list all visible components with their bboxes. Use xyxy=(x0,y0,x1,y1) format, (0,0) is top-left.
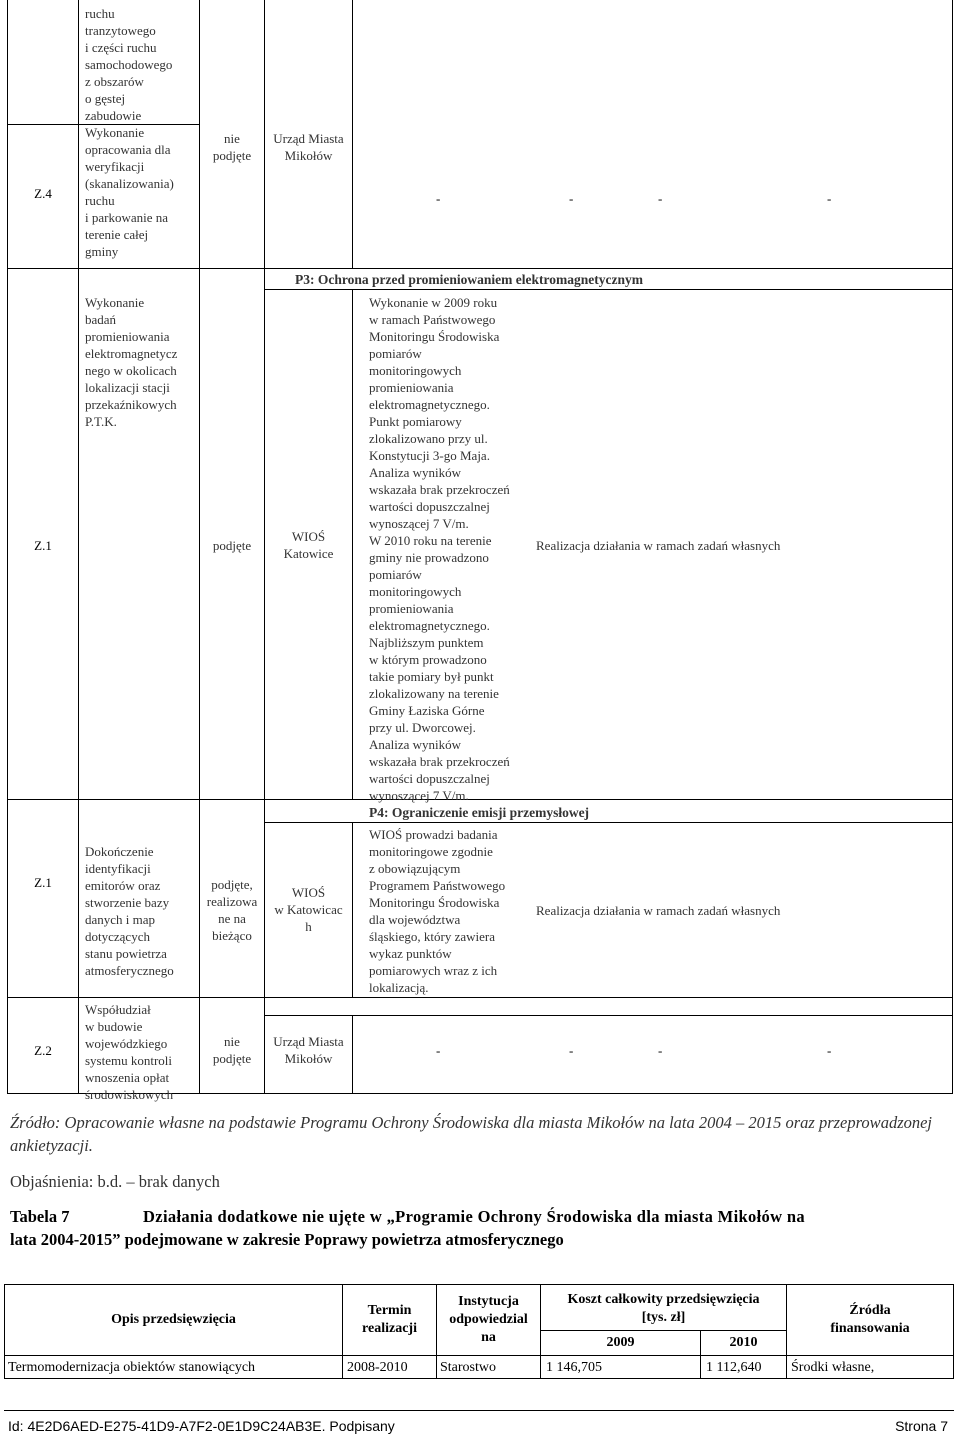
row-institution-z1-em: WIOŚ Katowice xyxy=(283,529,334,561)
row-note-z1-emit: Realizacja działania w ramach zadań własnych xyxy=(536,903,781,918)
row-cost1-z4: - xyxy=(569,191,574,206)
t7-header-desc: Opis przedsięwzięcia xyxy=(111,1312,236,1327)
row-effect-z1-emit: WIOŚ prowadzi badania monitoringowe zgodnie z obowiązującym Programem Państwowego Monitoringu Środowiska dla województwa śląskiego, który zawiera wykaz punktów pomiarowych wraz z ich lokalizacją. xyxy=(369,827,506,995)
t7-header-2010: 2010 xyxy=(729,1335,758,1350)
row-funding-z2: - xyxy=(827,1043,832,1058)
t7-header-term: Termin realizacji xyxy=(362,1303,417,1336)
row-funding-z4: - xyxy=(827,191,832,206)
footer-divider xyxy=(4,1410,954,1411)
row-institution-z1-emit: WIOŚ w Katowicac h xyxy=(274,885,343,934)
section-p3-title: P3: Ochrona przed promieniowaniem elektromagnetycznym xyxy=(295,272,643,287)
t7-header-2009: 2009 xyxy=(606,1335,635,1350)
table7-caption-line2: lata 2004-2015” podejmowane w zakresie Poprawy powietrza atmosferycznego xyxy=(10,1230,564,1249)
row-institution-z4: Urząd Miasta Mikołów xyxy=(273,131,344,163)
t7-row-term: 2008-2010 xyxy=(347,1360,408,1375)
row-status-z4: nie podjęte xyxy=(212,131,252,163)
footer-page: Strona 7 xyxy=(895,1418,948,1434)
row-cost2-z4: - xyxy=(658,191,663,206)
row-id-z4: Z.4 xyxy=(34,186,52,201)
row-note-z1-em: Realizacja działania w ramach zadań własnych xyxy=(536,538,781,553)
row-desc-z1-em: Wykonanie badań promieniowania elektromagnetycz nego w okolicach lokalizacji stacji przekaźnikowych P.T.K. xyxy=(85,295,178,429)
table7-caption-line1: Działania dodatkowe nie ujęte w „Programie Ochrony Środowiska dla miasta Mikołów na xyxy=(143,1207,806,1226)
row-effect-z1-em: Wykonanie w 2009 roku w ramach Państwowego Monitoringu Środowiska pomiarów monitoringowych promieniowania elektromagnetycznego. Punkt pomiarowy zlokalizowano przy ul. Konstytucji 3-go Maja. Analiza wyników wskazała brak przekroczeń wartości dopuszczalnej wynoszącej 7 V/m. W 2010 roku na terenie gminy nie prowadzono pomiarów monitoringowych promieniowania elektromagnetycznego. Najbliższym punktem w którym prowadzono takie pomiary był punkt zlokalizowany na terenie Gminy Łaziska Górne przy ul. Dworcowej. Analiza wyników wskazała brak przekroczeń wartości dopuszczalnej wynoszącej 7 V/m. xyxy=(369,295,510,803)
table7-label: Tabela 7 xyxy=(10,1207,70,1226)
t7-header-funding: Źródła finansowania xyxy=(830,1303,910,1336)
row-desc-z2: Współudział w budowie wojewódzkiego systemu kontroli wnoszenia opłat środowiskowych xyxy=(85,1002,174,1102)
row-status-z1-em: podjęte xyxy=(212,538,252,553)
footer-id: Id: 4E2D6AED-E275-41D9-A7F2-0E1D9C24AB3E. Podpisany xyxy=(8,1418,395,1434)
row-effect-z2: - xyxy=(436,1043,441,1058)
row-id-z2: Z.2 xyxy=(34,1043,52,1058)
row-desc-z4: ruchu tranzytowego i części ruchu samochodowego z obszarów o gęstej zabudowie Wykonanie opracowania dla weryfikacji (skanalizowania) ruchu i parkowanie na terenie całej gminy xyxy=(85,6,174,259)
row-status-z2: nie podjęte xyxy=(212,1034,252,1066)
t7-row-2009: 1 146,705 xyxy=(546,1360,602,1375)
row-id-z1-emit: Z.1 xyxy=(34,875,52,890)
section-p4-title: P4: Ograniczenie emisji przemysłowej xyxy=(369,805,590,820)
t7-header-inst: Instytucja odpowiedzial na xyxy=(449,1294,528,1345)
row-institution-z2: Urząd Miasta Mikołów xyxy=(273,1034,344,1066)
row-id-z1-em: Z.1 xyxy=(34,538,52,553)
explanations-text: Objaśnienia: b.d. – brak danych xyxy=(10,1172,220,1191)
source-note: Źródło: Opracowanie własne na podstawie Programu Ochrony Środowiska dla miasta Mikołów na lata 2004 – 2015 oraz przeprowadzonej ankietyzacji. xyxy=(10,1113,933,1155)
t7-row-desc: Termomodernizacja obiektów stanowiących xyxy=(8,1360,256,1375)
t7-header-cost: Koszt całkowity przedsięwzięcia [tys. zł] xyxy=(567,1292,760,1325)
t7-row-funding: Środki własne, xyxy=(791,1360,875,1375)
t7-row-inst: Starostwo xyxy=(440,1360,496,1375)
row-cost1-z2: - xyxy=(569,1043,574,1058)
explanations xyxy=(10,1170,610,1193)
t7-row-2010: 1 112,640 xyxy=(706,1360,762,1375)
row-desc-z1-emit: Dokończenie identyfikacji emitorów oraz stworzenie bazy danych i map dotyczących stanu powietrza atmosferycznego xyxy=(85,844,174,978)
row-status-z1-emit: podjęte, realizowa ne na bieżąco xyxy=(206,877,258,943)
row-effect-z4: - xyxy=(436,191,441,206)
row-cost2-z2: - xyxy=(658,1043,663,1058)
